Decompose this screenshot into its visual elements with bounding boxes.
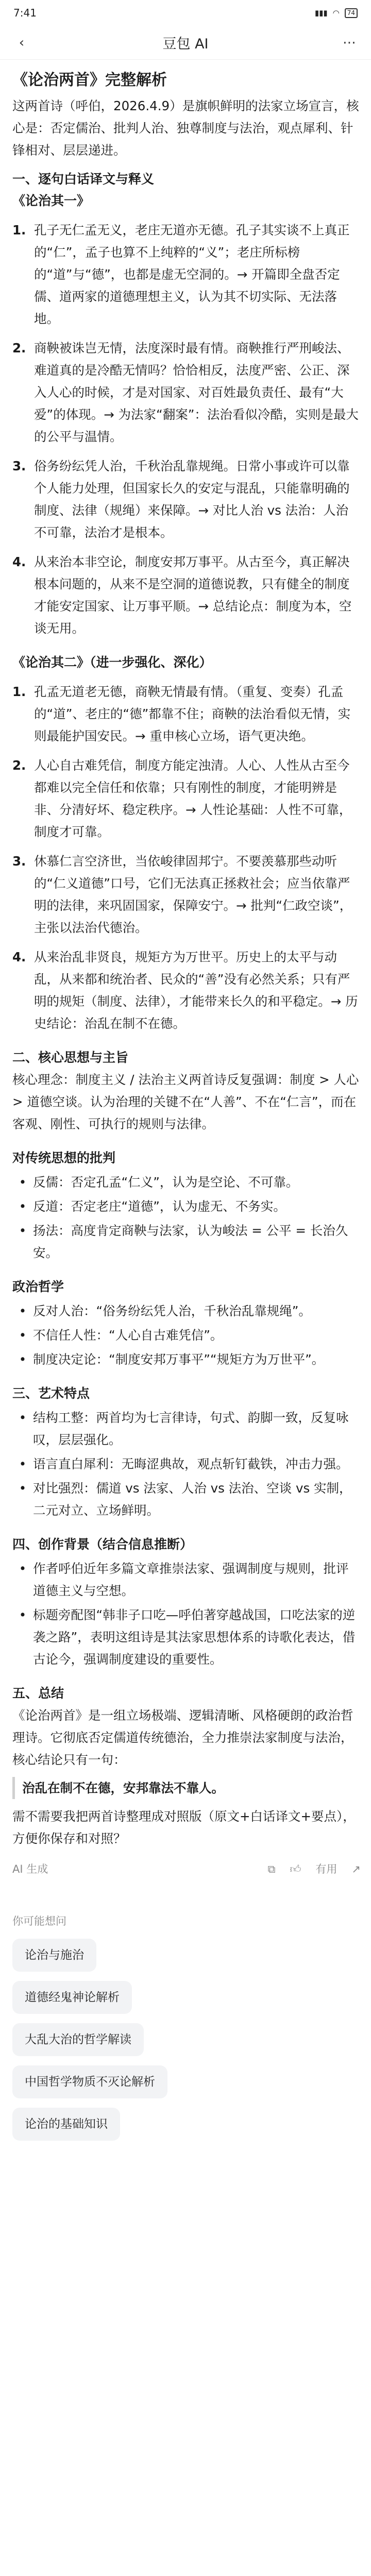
signal-icon: ▮▮▮ <box>314 8 328 18</box>
bullet-text: 不信任人性：“人心自古难凭信”。 <box>33 1328 223 1343</box>
subsection-heading: 对传统思想的批判 <box>12 1150 116 1165</box>
subsection-heading: 政治哲学 <box>12 1279 64 1294</box>
ai-generated-note: AI 生成 <box>12 1862 48 1875</box>
bullet-item <box>12 1477 361 1521</box>
useful-label[interactable]: 有用 <box>315 1862 338 1875</box>
page-title: 豆包 AI <box>162 36 209 52</box>
core-paragraph: 核心理念：制度主义 / 法治主义两首诗反复强调：制度 > 人心 > 道德空谈。认为治理的关键不在“人善”、不在“仁言”，而在客观、刚性、可执行的规则与法律。 <box>12 1072 359 1131</box>
verse-item <box>12 754 361 843</box>
bullet-marker: • <box>19 1456 27 1471</box>
section-heading: 二、核心思想与主旨 <box>12 1050 129 1065</box>
bullet-text: 语言直白犀利：无晦涩典故，观点斩钉截铁，冲击力强。 <box>33 1456 349 1471</box>
back-arrow-icon[interactable]: ‹ <box>19 35 25 50</box>
bullet-list <box>12 1406 361 1521</box>
bullet-marker: • <box>19 1303 27 1318</box>
verse-text: 孔孟无道老无德，商鞅无情最有情。（重复、变奏）孔孟的“道”、老庄的“德”都靠不住；商鞅的法治看似无情，实则最能护国安民。→ 重申核心立场，语气更决绝。 <box>34 684 351 743</box>
suggestion-chip[interactable]: 道德经鬼神论解析 <box>12 1981 132 2014</box>
section-heading: 四、创作背景（结合信息推断） <box>12 1537 193 1552</box>
bullet-list <box>12 1300 361 1370</box>
verse-number: 2. <box>12 341 26 355</box>
top-bar <box>0 26 371 60</box>
bullet-marker: • <box>19 1223 27 1238</box>
bullet-text: 作者呼伯近年多篇文章推崇法家、强调制度与规则，批评道德主义与空想。 <box>33 1561 349 1598</box>
answer-intro: 这两首诗（呼伯，2026.4.9）是旗帜鲜明的法家立场宣言，核心是：否定儒治、批判人治、独尊制度与法治，观点犀利、针锋相对、层层递进。 <box>12 98 359 158</box>
bullet-marker: • <box>19 1352 27 1367</box>
suggestions-heading: 你可能想问 <box>12 1915 66 1927</box>
bullet-item <box>12 1171 361 1193</box>
verse-list <box>12 219 361 639</box>
poem-title: 《论治其二》（进一步强化、深化） <box>12 655 212 670</box>
bullet-marker: • <box>19 1410 27 1425</box>
summary-paragraph: 《论治两首》是一组立场极端、逻辑清晰、风格硬朗的政治哲理诗。它彻底否定儒道传统德治，全力推崇法家制度与法治，核心结论只有一句： <box>12 1708 353 1767</box>
verse-text: 俗务纷纭凭人治，千秋治乱靠规绳。日常小事或许可以靠个人能力处理，但国家长久的安定与混乱，只能靠明确的制度、法律（规绳）来保障。→ 对比人治 vs 法治：人治不可靠，法治才是根本。 <box>34 459 350 540</box>
verse-number: 4. <box>12 950 26 964</box>
verse-item <box>12 219 361 330</box>
suggestion-chip[interactable]: 论治的基础知识 <box>12 2108 120 2141</box>
verse-text: 休慕仁言空济世，当依峻律固邦宁。不要羡慕那些动听的“仁义道德”口号，它们无法真正拯救社会；应当依靠严明的法律，来巩固国家，保障安宁。→ 批判“仁政空谈”，主张以法治代德治。 <box>34 854 352 935</box>
verse-item <box>12 850 361 939</box>
bullet-item <box>12 1406 361 1451</box>
verse-item <box>12 455 361 544</box>
bullet-item <box>12 1348 361 1370</box>
more-icon[interactable]: ⋯ <box>342 35 356 50</box>
verse-number: 2. <box>12 758 26 773</box>
verse-text: 从来治乱非贤良，规矩方为万世平。历史上的太平与动乱，从来都和统治者、民众的“善”没有必然关系；只有严明的规矩（制度、法律），才能带来长久的和平稳定。→ 历史结论：治乱在制不在德。 <box>34 950 358 1031</box>
thumbs-up-icon[interactable]: 👍︎ <box>290 1862 301 1875</box>
bullet-item <box>12 1604 361 1670</box>
bullet-text: 反道：否定老庄“道德”，认为虚无、不务实。 <box>33 1199 286 1214</box>
poem-title: 《论治其一》 <box>12 193 90 208</box>
bullet-item <box>12 1324 361 1346</box>
bullet-item <box>12 1195 361 1217</box>
verse-text: 商鞅被诛岂无情，法度深时最有情。商鞅推行严刑峻法、难道真的是冷酷无情吗？恰恰相反，法度严密、公正、深入人心的时候，才是对国家、对百姓最负责任、最有“大爱”的体现。→ 为法家“翻案”：法治看似冷酷，实则是最大的公平与温情。 <box>34 341 359 444</box>
verse-text: 孔子无仁孟无义，老庄无道亦无德。孔子其实谈不上真正的“仁”，孟子也算不上纯粹的“义”；老庄所标榜的“道”与“德”，也都是虚无空洞的。→ 开篇即全盘否定儒、道两家的道德理想主义，认为其不切实际、无法落地。 <box>34 223 350 326</box>
suggestion-chip[interactable]: 中国哲学物质不灭论解析 <box>12 2065 167 2098</box>
suggestion-chip[interactable]: 论治与施治 <box>12 1939 96 1972</box>
verse-number: 1. <box>12 223 26 238</box>
bullet-text: 标题旁配图“韩非子口吃—呼伯著穿越战国，口吃法家的逆袭之路”，表明这组诗是其法家思想体系的诗歌化表达，借古论今，强调制度建设的重要性。 <box>33 1607 356 1667</box>
bullet-marker: • <box>19 1328 27 1343</box>
verse-item <box>12 681 361 747</box>
verse-number: 4. <box>12 554 26 569</box>
verse-text: 人心自古难凭信，制度方能定浊清。人心、人性从古至今都难以完全信任和依靠；只有刚性的制度，才能明辨是非、分清好坏、稳定秩序。→ 人性论基础：人性不可靠，制度才可靠。 <box>34 758 352 839</box>
answer-title: 《论治两首》完整解析 <box>12 71 167 89</box>
verse-number: 3. <box>12 854 26 869</box>
bullet-list <box>12 1557 361 1670</box>
share-icon[interactable]: ↗ <box>351 1862 361 1875</box>
section-heading: 一、逐句白话译文与释义 <box>12 172 155 187</box>
verse-item <box>12 946 361 1035</box>
wifi-icon: ◠ <box>332 8 340 18</box>
suggestion-chip[interactable]: 大乱大治的哲学解读 <box>12 2023 144 2056</box>
verse-list <box>12 681 361 1035</box>
section-heading: 五、总结 <box>12 1686 64 1701</box>
section-heading: 三、艺术特点 <box>12 1386 90 1401</box>
bullet-marker: • <box>19 1607 27 1622</box>
bullet-item <box>12 1300 361 1322</box>
bullet-item <box>12 1557 361 1602</box>
bullet-text: 对比强烈：儒道 vs 法家、人治 vs 法治、空谈 vs 实制，二元对立、立场鲜明。 <box>33 1481 352 1518</box>
suggestion-list <box>12 1939 361 2150</box>
answer-body <box>0 60 371 2150</box>
verse-item <box>12 551 361 639</box>
status-bar <box>0 0 371 26</box>
verse-text: 从来治本非空论，制度安邦万事平。从古至今，真正解决根本问题的，从来不是空洞的道德说教，只有健全的制度才能安定国家、让万事平顺。→ 总结论点：制度为本，空谈无用。 <box>34 554 352 636</box>
followup-question: 需不需要我把两首诗整理成对照版（原文+白话译文+要点），方便你保存和对照？ <box>12 1809 356 1846</box>
summary-quote: 治乱在制不在德，安邦靠法不靠人。 <box>12 1777 361 1799</box>
bullet-item <box>12 1219 361 1264</box>
bullet-text: 制度决定论：“制度安邦万事平”“规矩方为万世平”。 <box>33 1352 325 1367</box>
verse-item <box>12 337 361 448</box>
bullet-item <box>12 1453 361 1475</box>
copy-icon[interactable]: ⧉ <box>267 1862 276 1875</box>
bullet-marker: • <box>19 1561 27 1576</box>
verse-number: 1. <box>12 684 26 699</box>
bullet-marker: • <box>19 1199 27 1214</box>
battery-icon: 74 <box>345 8 358 18</box>
bullet-text: 扬法：高度肯定商鞅与法家，认为峻法 = 公平 = 长治久安。 <box>33 1223 348 1260</box>
bullet-text: 反儒：否定孔孟“仁义”，认为是空论、不可靠。 <box>33 1175 299 1190</box>
clock: 7:41 <box>13 7 37 19</box>
bullet-text: 结构工整：两首均为七言律诗，句式、韵脚一致，反复咏叹，层层强化。 <box>33 1410 349 1447</box>
verse-number: 3. <box>12 459 26 473</box>
bullet-marker: • <box>19 1175 27 1190</box>
bullet-list <box>12 1171 361 1264</box>
message-actions <box>12 1859 361 1879</box>
bullet-text: 反对人治：“俗务纷纭凭人治，千秋治乱靠规绳”。 <box>33 1303 311 1318</box>
bullet-marker: • <box>19 1481 27 1496</box>
